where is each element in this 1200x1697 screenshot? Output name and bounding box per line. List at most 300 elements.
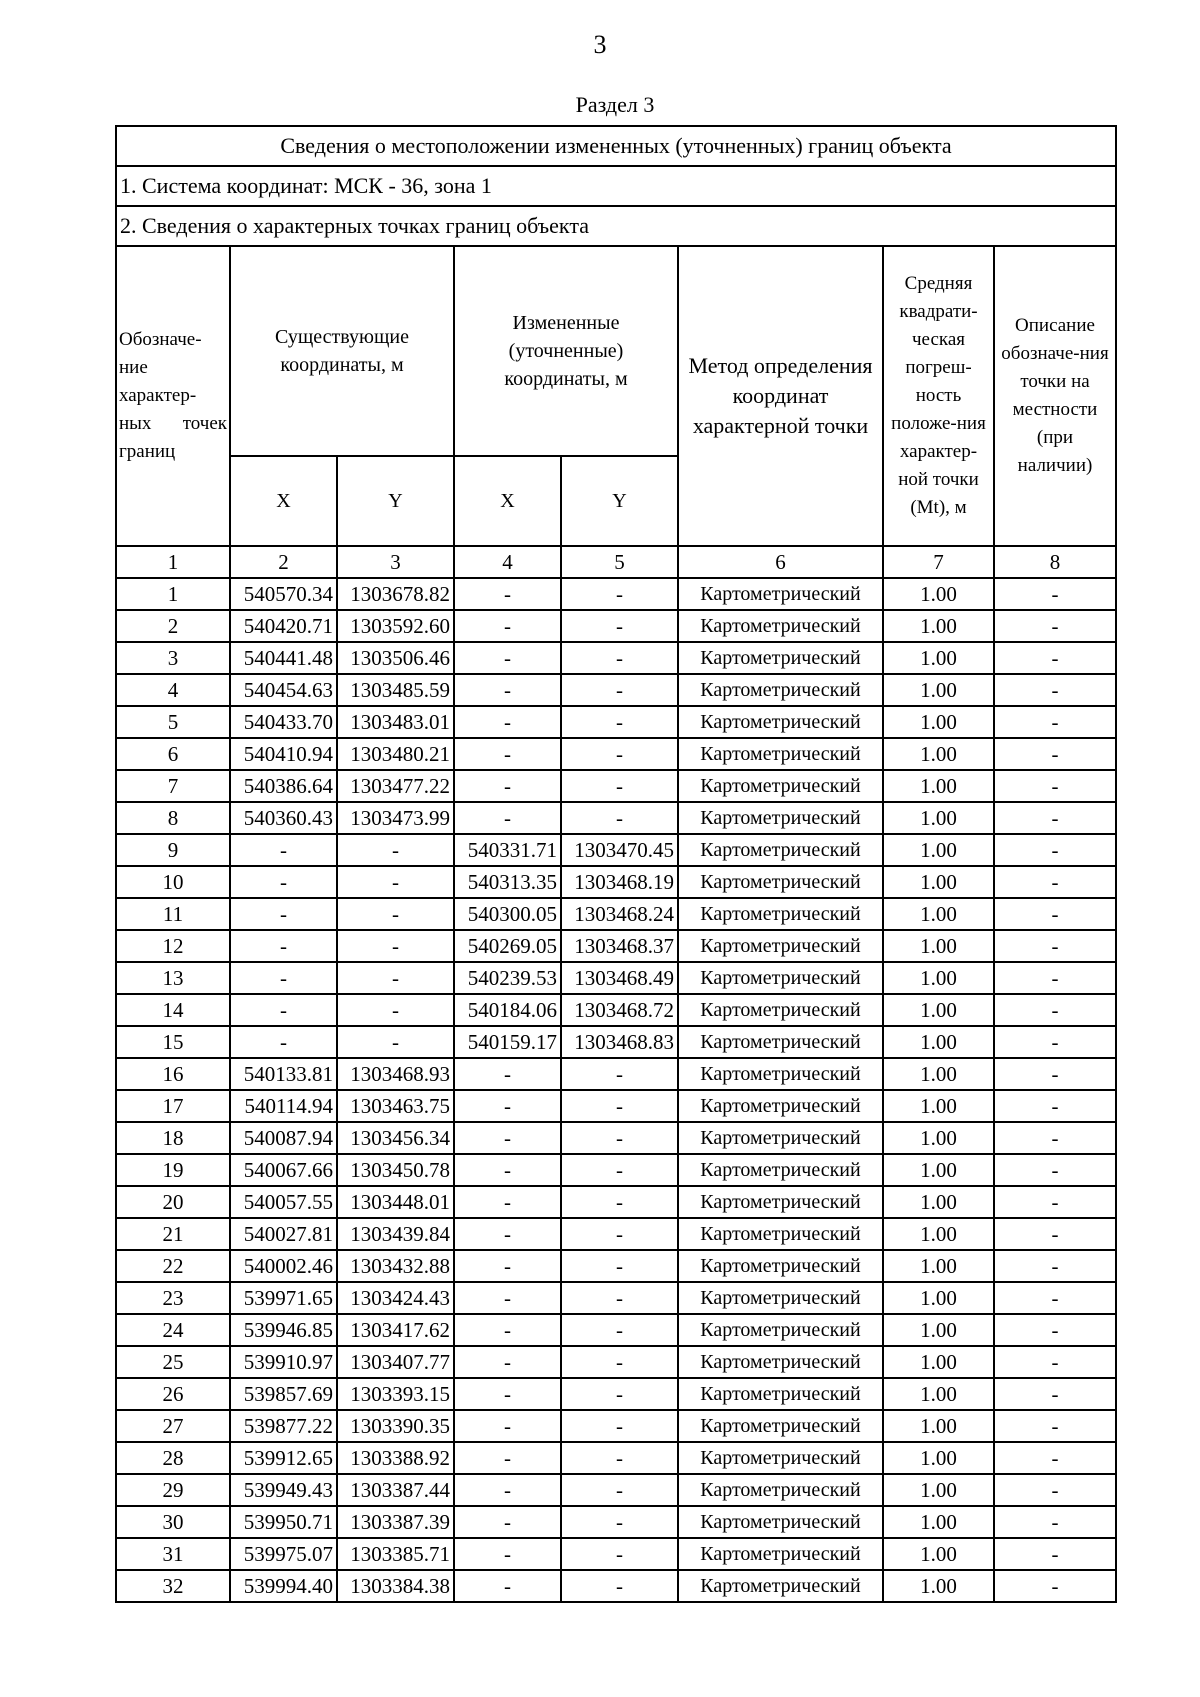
existing-y-cell: 1303385.71 <box>337 1538 454 1570</box>
changed-x-cell: 540184.06 <box>454 994 561 1026</box>
method-cell: Картометрический <box>678 1410 883 1442</box>
changed-x-cell: - <box>454 738 561 770</box>
changed-x-cell: - <box>454 1154 561 1186</box>
description-cell: - <box>994 1282 1116 1314</box>
description-cell: - <box>994 1410 1116 1442</box>
column-number: 7 <box>883 546 994 578</box>
description-cell: - <box>994 610 1116 642</box>
method-cell: Картометрический <box>678 1058 883 1090</box>
mean-error-cell: 1.00 <box>883 1218 994 1250</box>
mean-error-cell: 1.00 <box>883 1186 994 1218</box>
changed-x-cell: - <box>454 1058 561 1090</box>
changed-y-cell: - <box>561 802 678 834</box>
changed-x-cell: - <box>454 642 561 674</box>
changed-x-cell: - <box>454 1090 561 1122</box>
method-cell: Картометрический <box>678 674 883 706</box>
existing-y-cell: 1303432.88 <box>337 1250 454 1282</box>
existing-y-cell: 1303388.92 <box>337 1442 454 1474</box>
changed-y-cell: - <box>561 1154 678 1186</box>
existing-y-cell: 1303448.01 <box>337 1186 454 1218</box>
changed-y-cell: 1303468.83 <box>561 1026 678 1058</box>
changed-y-cell: - <box>561 738 678 770</box>
existing-y-cell: 1303678.82 <box>337 578 454 610</box>
point-id-cell: 5 <box>116 706 230 738</box>
point-id-cell: 13 <box>116 962 230 994</box>
changed-x-cell: - <box>454 706 561 738</box>
point-id-cell: 10 <box>116 866 230 898</box>
changed-y-cell: - <box>561 642 678 674</box>
existing-x-cell: - <box>230 898 337 930</box>
changed-x-cell: 540159.17 <box>454 1026 561 1058</box>
mean-error-cell: 1.00 <box>883 1570 994 1602</box>
existing-x-cell: 540360.43 <box>230 802 337 834</box>
method-cell: Картометрический <box>678 802 883 834</box>
table-row <box>116 1538 1116 1570</box>
point-id-cell: 1 <box>116 578 230 610</box>
description-cell: - <box>994 802 1116 834</box>
existing-y-cell: 1303424.43 <box>337 1282 454 1314</box>
column-number: 4 <box>454 546 561 578</box>
changed-x-cell: - <box>454 1282 561 1314</box>
table-row <box>116 1570 1116 1602</box>
table-row <box>116 770 1116 802</box>
existing-x-cell: 539912.65 <box>230 1442 337 1474</box>
existing-x-cell: 539910.97 <box>230 1346 337 1378</box>
point-id-cell: 22 <box>116 1250 230 1282</box>
changed-y-cell: 1303468.72 <box>561 994 678 1026</box>
mean-error-cell: 1.00 <box>883 1442 994 1474</box>
mean-error-cell: 1.00 <box>883 898 994 930</box>
changed-x-cell: - <box>454 1346 561 1378</box>
header-description: Описание обозначе-ния точки на местности (при наличии) <box>994 246 1116 546</box>
coord-system: 1. Система координат: МСК - 36, зона 1 <box>116 166 1116 206</box>
method-cell: Картометрический <box>678 930 883 962</box>
point-id-cell: 12 <box>116 930 230 962</box>
existing-x-cell: 540441.48 <box>230 642 337 674</box>
header-y-changed: Y <box>561 456 678 546</box>
description-cell: - <box>994 642 1116 674</box>
column-number: 5 <box>561 546 678 578</box>
table-row <box>116 1410 1116 1442</box>
existing-y-cell: - <box>337 898 454 930</box>
changed-y-cell: - <box>561 1058 678 1090</box>
description-cell: - <box>994 994 1116 1026</box>
existing-x-cell: - <box>230 930 337 962</box>
method-cell: Картометрический <box>678 1506 883 1538</box>
mean-error-cell: 1.00 <box>883 770 994 802</box>
point-id-cell: 24 <box>116 1314 230 1346</box>
point-id-cell: 28 <box>116 1442 230 1474</box>
description-cell: - <box>994 1538 1116 1570</box>
mean-error-cell: 1.00 <box>883 1538 994 1570</box>
mean-error-cell: 1.00 <box>883 610 994 642</box>
point-id-cell: 19 <box>116 1154 230 1186</box>
method-cell: Картометрический <box>678 1314 883 1346</box>
point-id-cell: 21 <box>116 1218 230 1250</box>
method-cell: Картометрический <box>678 994 883 1026</box>
description-cell: - <box>994 1218 1116 1250</box>
existing-y-cell: 1303450.78 <box>337 1154 454 1186</box>
existing-x-cell: 539857.69 <box>230 1378 337 1410</box>
existing-x-cell: 539946.85 <box>230 1314 337 1346</box>
method-cell: Картометрический <box>678 706 883 738</box>
changed-x-cell: 540269.05 <box>454 930 561 962</box>
changed-x-cell: - <box>454 1506 561 1538</box>
changed-x-cell: - <box>454 1314 561 1346</box>
table-row <box>116 1154 1116 1186</box>
description-cell: - <box>994 706 1116 738</box>
point-id-cell: 29 <box>116 1474 230 1506</box>
existing-x-cell: - <box>230 994 337 1026</box>
changed-y-cell: - <box>561 1218 678 1250</box>
changed-y-cell: - <box>561 1314 678 1346</box>
point-id-cell: 2 <box>116 610 230 642</box>
point-id-cell: 15 <box>116 1026 230 1058</box>
point-id-cell: 14 <box>116 994 230 1026</box>
mean-error-cell: 1.00 <box>883 1506 994 1538</box>
changed-y-cell: 1303470.45 <box>561 834 678 866</box>
existing-x-cell: 540057.55 <box>230 1186 337 1218</box>
changed-x-cell: - <box>454 1378 561 1410</box>
changed-y-cell: - <box>561 770 678 802</box>
method-cell: Картометрический <box>678 1218 883 1250</box>
description-cell: - <box>994 866 1116 898</box>
table-row <box>116 866 1116 898</box>
table-row <box>116 898 1116 930</box>
changed-y-cell: 1303468.24 <box>561 898 678 930</box>
mean-error-cell: 1.00 <box>883 674 994 706</box>
method-cell: Картометрический <box>678 1442 883 1474</box>
existing-x-cell: 539971.65 <box>230 1282 337 1314</box>
method-cell: Картометрический <box>678 1154 883 1186</box>
changed-y-cell: - <box>561 1250 678 1282</box>
table-row <box>116 1186 1116 1218</box>
header-method: Метод определения координат характерной точки <box>678 246 883 546</box>
mean-error-cell: 1.00 <box>883 738 994 770</box>
description-cell: - <box>994 738 1116 770</box>
description-cell: - <box>994 1090 1116 1122</box>
changed-x-cell: - <box>454 1474 561 1506</box>
method-cell: Картометрический <box>678 770 883 802</box>
point-id-cell: 25 <box>116 1346 230 1378</box>
mean-error-cell: 1.00 <box>883 994 994 1026</box>
table-row <box>116 642 1116 674</box>
changed-x-cell: 540239.53 <box>454 962 561 994</box>
changed-y-cell: - <box>561 1378 678 1410</box>
point-id-cell: 18 <box>116 1122 230 1154</box>
table-row <box>116 1282 1116 1314</box>
existing-y-cell: 1303468.93 <box>337 1058 454 1090</box>
changed-y-cell: 1303468.49 <box>561 962 678 994</box>
existing-y-cell: 1303506.46 <box>337 642 454 674</box>
description-cell: - <box>994 770 1116 802</box>
existing-x-cell: - <box>230 1026 337 1058</box>
existing-x-cell: 540067.66 <box>230 1154 337 1186</box>
changed-x-cell: 540300.05 <box>454 898 561 930</box>
point-id-cell: 4 <box>116 674 230 706</box>
header-x-existing: X <box>230 456 337 546</box>
existing-y-cell: 1303393.15 <box>337 1378 454 1410</box>
point-id-cell: 27 <box>116 1410 230 1442</box>
existing-x-cell: 540002.46 <box>230 1250 337 1282</box>
existing-x-cell: 540433.70 <box>230 706 337 738</box>
method-cell: Картометрический <box>678 578 883 610</box>
column-number: 6 <box>678 546 883 578</box>
mean-error-cell: 1.00 <box>883 1090 994 1122</box>
changed-y-cell: 1303468.37 <box>561 930 678 962</box>
table-row <box>116 802 1116 834</box>
existing-y-cell: 1303384.38 <box>337 1570 454 1602</box>
changed-y-cell: - <box>561 1282 678 1314</box>
mean-error-cell: 1.00 <box>883 1154 994 1186</box>
description-cell: - <box>994 898 1116 930</box>
method-cell: Картометрический <box>678 1090 883 1122</box>
description-cell: - <box>994 930 1116 962</box>
table-row <box>116 1442 1116 1474</box>
existing-x-cell: 540570.34 <box>230 578 337 610</box>
mean-error-cell: 1.00 <box>883 1250 994 1282</box>
existing-x-cell: 540133.81 <box>230 1058 337 1090</box>
existing-x-cell: 539877.22 <box>230 1410 337 1442</box>
column-numbers-row <box>116 546 1116 578</box>
mean-error-cell: 1.00 <box>883 706 994 738</box>
table-row <box>116 1090 1116 1122</box>
description-cell: - <box>994 1570 1116 1602</box>
method-cell: Картометрический <box>678 1282 883 1314</box>
existing-x-cell: - <box>230 866 337 898</box>
description-cell: - <box>994 1250 1116 1282</box>
table-row <box>116 834 1116 866</box>
description-cell: - <box>994 1442 1116 1474</box>
existing-x-cell: 540027.81 <box>230 1218 337 1250</box>
changed-x-cell: 540331.71 <box>454 834 561 866</box>
mean-error-cell: 1.00 <box>883 1058 994 1090</box>
existing-y-cell: 1303480.21 <box>337 738 454 770</box>
changed-x-cell: - <box>454 1186 561 1218</box>
changed-y-cell: - <box>561 1474 678 1506</box>
changed-y-cell: - <box>561 1570 678 1602</box>
changed-x-cell: - <box>454 770 561 802</box>
changed-x-cell: - <box>454 1218 561 1250</box>
existing-y-cell: 1303387.39 <box>337 1506 454 1538</box>
description-cell: - <box>994 1058 1116 1090</box>
point-id-cell: 31 <box>116 1538 230 1570</box>
point-id-cell: 3 <box>116 642 230 674</box>
point-id-cell: 17 <box>116 1090 230 1122</box>
table-row <box>116 706 1116 738</box>
table-row <box>116 1506 1116 1538</box>
method-cell: Картометрический <box>678 1378 883 1410</box>
header-x-changed: X <box>454 456 561 546</box>
mean-error-cell: 1.00 <box>883 1346 994 1378</box>
method-cell: Картометрический <box>678 610 883 642</box>
changed-x-cell: - <box>454 1442 561 1474</box>
existing-x-cell: 539994.40 <box>230 1570 337 1602</box>
changed-y-cell: - <box>561 1186 678 1218</box>
existing-y-cell: - <box>337 994 454 1026</box>
point-id-cell: 9 <box>116 834 230 866</box>
point-id-cell: 7 <box>116 770 230 802</box>
description-cell: - <box>994 1026 1116 1058</box>
point-id-cell: 11 <box>116 898 230 930</box>
mean-error-cell: 1.00 <box>883 642 994 674</box>
table-title: Сведения о местоположении измененных (уточненных) границ объекта <box>116 126 1116 166</box>
existing-x-cell: 539950.71 <box>230 1506 337 1538</box>
changed-y-cell: - <box>561 1506 678 1538</box>
point-id-cell: 23 <box>116 1282 230 1314</box>
table-row <box>116 1314 1116 1346</box>
changed-x-cell: - <box>454 1538 561 1570</box>
point-id-cell: 30 <box>116 1506 230 1538</box>
header-error: Средняя квадрати-ческая погреш-ность положе-ния характер-ной точки (Mt), м <box>883 246 994 546</box>
point-id-cell: 32 <box>116 1570 230 1602</box>
column-number: 1 <box>116 546 230 578</box>
changed-y-cell: - <box>561 1538 678 1570</box>
table-row <box>116 1250 1116 1282</box>
changed-y-cell: - <box>561 706 678 738</box>
mean-error-cell: 1.00 <box>883 1282 994 1314</box>
changed-x-cell: - <box>454 1410 561 1442</box>
mean-error-cell: 1.00 <box>883 1314 994 1346</box>
changed-y-cell: 1303468.19 <box>561 866 678 898</box>
changed-x-cell: - <box>454 578 561 610</box>
method-cell: Картометрический <box>678 1026 883 1058</box>
table-row <box>116 962 1116 994</box>
table-row <box>116 1218 1116 1250</box>
changed-y-cell: - <box>561 1090 678 1122</box>
table-row <box>116 610 1116 642</box>
mean-error-cell: 1.00 <box>883 930 994 962</box>
existing-y-cell: 1303456.34 <box>337 1122 454 1154</box>
existing-y-cell: 1303592.60 <box>337 610 454 642</box>
existing-y-cell: - <box>337 930 454 962</box>
description-cell: - <box>994 674 1116 706</box>
existing-y-cell: 1303387.44 <box>337 1474 454 1506</box>
method-cell: Картометрический <box>678 898 883 930</box>
existing-y-cell: 1303439.84 <box>337 1218 454 1250</box>
mean-error-cell: 1.00 <box>883 866 994 898</box>
method-cell: Картометрический <box>678 1570 883 1602</box>
mean-error-cell: 1.00 <box>883 802 994 834</box>
description-cell: - <box>994 1506 1116 1538</box>
changed-x-cell: - <box>454 802 561 834</box>
mean-error-cell: 1.00 <box>883 1410 994 1442</box>
table-row <box>116 1122 1116 1154</box>
existing-x-cell: - <box>230 962 337 994</box>
mean-error-cell: 1.00 <box>883 1378 994 1410</box>
page-number: 3 <box>593 30 607 59</box>
column-number: 3 <box>337 546 454 578</box>
existing-x-cell: 540420.71 <box>230 610 337 642</box>
point-id-cell: 8 <box>116 802 230 834</box>
changed-y-cell: - <box>561 674 678 706</box>
method-cell: Картометрический <box>678 738 883 770</box>
point-id-cell: 6 <box>116 738 230 770</box>
method-cell: Картометрический <box>678 962 883 994</box>
mean-error-cell: 1.00 <box>883 1474 994 1506</box>
table-row <box>116 1058 1116 1090</box>
method-cell: Картометрический <box>678 1122 883 1154</box>
table-row <box>116 674 1116 706</box>
existing-y-cell: 1303485.59 <box>337 674 454 706</box>
header-designation: Обозначе-ние характер-ных точек границ <box>116 246 230 546</box>
description-cell: - <box>994 1186 1116 1218</box>
changed-y-cell: - <box>561 1122 678 1154</box>
mean-error-cell: 1.00 <box>883 962 994 994</box>
description-cell: - <box>994 962 1116 994</box>
description-cell: - <box>994 1154 1116 1186</box>
column-number: 8 <box>994 546 1116 578</box>
existing-x-cell: 540454.63 <box>230 674 337 706</box>
table-row <box>116 994 1116 1026</box>
method-cell: Картометрический <box>678 1250 883 1282</box>
point-id-cell: 26 <box>116 1378 230 1410</box>
method-cell: Картометрический <box>678 1186 883 1218</box>
header-existing-coords: Существующие координаты, м <box>230 246 454 456</box>
changed-y-cell: - <box>561 1346 678 1378</box>
table-row <box>116 1474 1116 1506</box>
table-row <box>116 1378 1116 1410</box>
changed-x-cell: 540313.35 <box>454 866 561 898</box>
description-cell: - <box>994 1122 1116 1154</box>
table-row <box>116 578 1116 610</box>
existing-x-cell: 540386.64 <box>230 770 337 802</box>
existing-y-cell: 1303483.01 <box>337 706 454 738</box>
description-cell: - <box>994 1314 1116 1346</box>
method-cell: Картометрический <box>678 1346 883 1378</box>
header-changed-coords: Измененные (уточненные) координаты, м <box>454 246 678 456</box>
existing-y-cell: 1303407.77 <box>337 1346 454 1378</box>
point-id-cell: 16 <box>116 1058 230 1090</box>
column-number: 2 <box>230 546 337 578</box>
changed-y-cell: - <box>561 578 678 610</box>
description-cell: - <box>994 834 1116 866</box>
mean-error-cell: 1.00 <box>883 1026 994 1058</box>
boundary-points-table <box>115 125 1117 1603</box>
existing-x-cell: 539949.43 <box>230 1474 337 1506</box>
changed-y-cell: - <box>561 1442 678 1474</box>
changed-y-cell: - <box>561 1410 678 1442</box>
method-cell: Картометрический <box>678 866 883 898</box>
existing-y-cell: - <box>337 1026 454 1058</box>
existing-y-cell: - <box>337 866 454 898</box>
point-id-cell: 20 <box>116 1186 230 1218</box>
changed-x-cell: - <box>454 1122 561 1154</box>
table-row <box>116 1026 1116 1058</box>
method-cell: Картометрический <box>678 1474 883 1506</box>
existing-y-cell: - <box>337 962 454 994</box>
mean-error-cell: 1.00 <box>883 834 994 866</box>
changed-x-cell: - <box>454 1570 561 1602</box>
existing-x-cell: 540410.94 <box>230 738 337 770</box>
existing-y-cell: 1303473.99 <box>337 802 454 834</box>
header-y-existing: Y <box>337 456 454 546</box>
description-cell: - <box>994 578 1116 610</box>
description-cell: - <box>994 1346 1116 1378</box>
existing-y-cell: 1303463.75 <box>337 1090 454 1122</box>
description-cell: - <box>994 1378 1116 1410</box>
existing-x-cell: 540087.94 <box>230 1122 337 1154</box>
changed-x-cell: - <box>454 1250 561 1282</box>
table-row <box>116 930 1116 962</box>
method-cell: Картометрический <box>678 834 883 866</box>
description-cell: - <box>994 1474 1116 1506</box>
points-title: 2. Сведения о характерных точках границ объекта <box>116 206 1116 246</box>
existing-x-cell: 540114.94 <box>230 1090 337 1122</box>
changed-x-cell: - <box>454 674 561 706</box>
existing-y-cell: - <box>337 834 454 866</box>
existing-y-cell: 1303390.35 <box>337 1410 454 1442</box>
